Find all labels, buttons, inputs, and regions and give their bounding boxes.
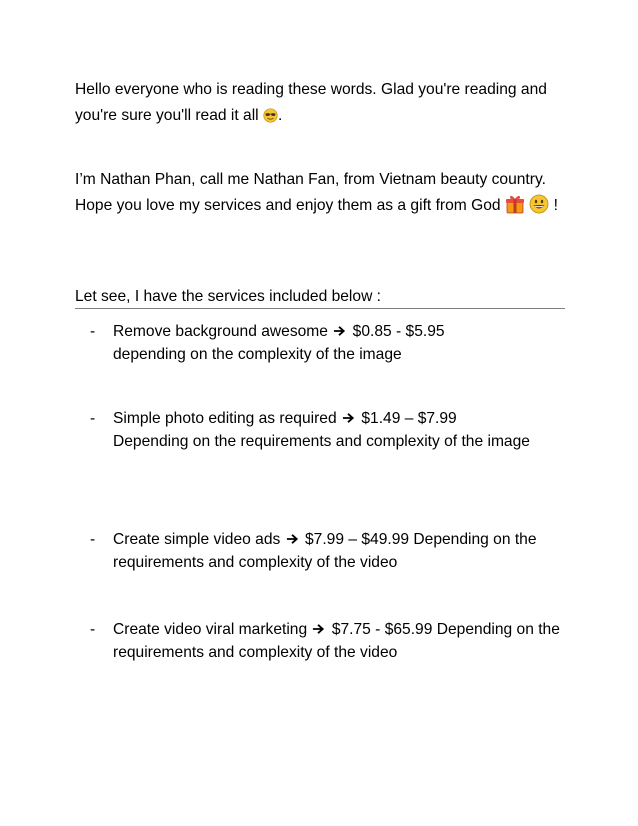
greeting-paragraph (75, 77, 575, 129)
section-divider (75, 308, 565, 309)
sunglasses-face-icon (263, 108, 278, 123)
service-name: Remove background awesome (113, 323, 328, 340)
arrow-right-icon (312, 622, 325, 636)
grinning-face-icon (529, 194, 549, 214)
list-dash: - (90, 621, 96, 638)
service-detail: Depending on the requirements and complexity of the video (113, 531, 537, 571)
service-price: $0.85 - $5.95 (352, 323, 445, 340)
greeting-text: Hello everyone who is reading these words. Glad you're reading and you're sure you'll read it all (75, 81, 547, 124)
arrow-right-icon (342, 411, 355, 425)
gift-icon (505, 194, 525, 214)
greeting-end: . (277, 107, 283, 124)
list-dash: - (90, 323, 96, 340)
service-name: Simple photo editing as required (113, 410, 337, 427)
service-name: Create simple video ads (113, 531, 281, 548)
intro-end: ! (553, 197, 558, 214)
service-detail: Depending on the requirements and complexity of the video (113, 621, 560, 661)
service-detail: Depending on the requirements and complexity of the image (113, 433, 530, 450)
arrow-right-icon (286, 532, 299, 546)
service-text (113, 618, 563, 664)
list-dash: - (90, 410, 96, 427)
arrow-right-icon (333, 324, 346, 338)
service-text (113, 528, 563, 574)
service-price: $7.75 - $65.99 (331, 621, 433, 638)
intro-paragraph (75, 167, 575, 219)
services-lead-paragraph: Let see, I have the services included below : (75, 288, 381, 305)
intro-text: I’m Nathan Phan, call me Nathan Fan, from Vietnam beauty country. Hope you love my services and enjoy them as a gift from God (75, 171, 546, 214)
service-name: Create video viral marketing (113, 621, 308, 638)
service-price: $1.49 – $7.99 (361, 410, 457, 427)
service-text (113, 320, 563, 366)
service-price: $7.99 – $49.99 (304, 531, 410, 548)
service-text (113, 407, 563, 453)
list-dash: - (90, 531, 96, 548)
service-detail: depending on the complexity of the image (113, 346, 402, 363)
